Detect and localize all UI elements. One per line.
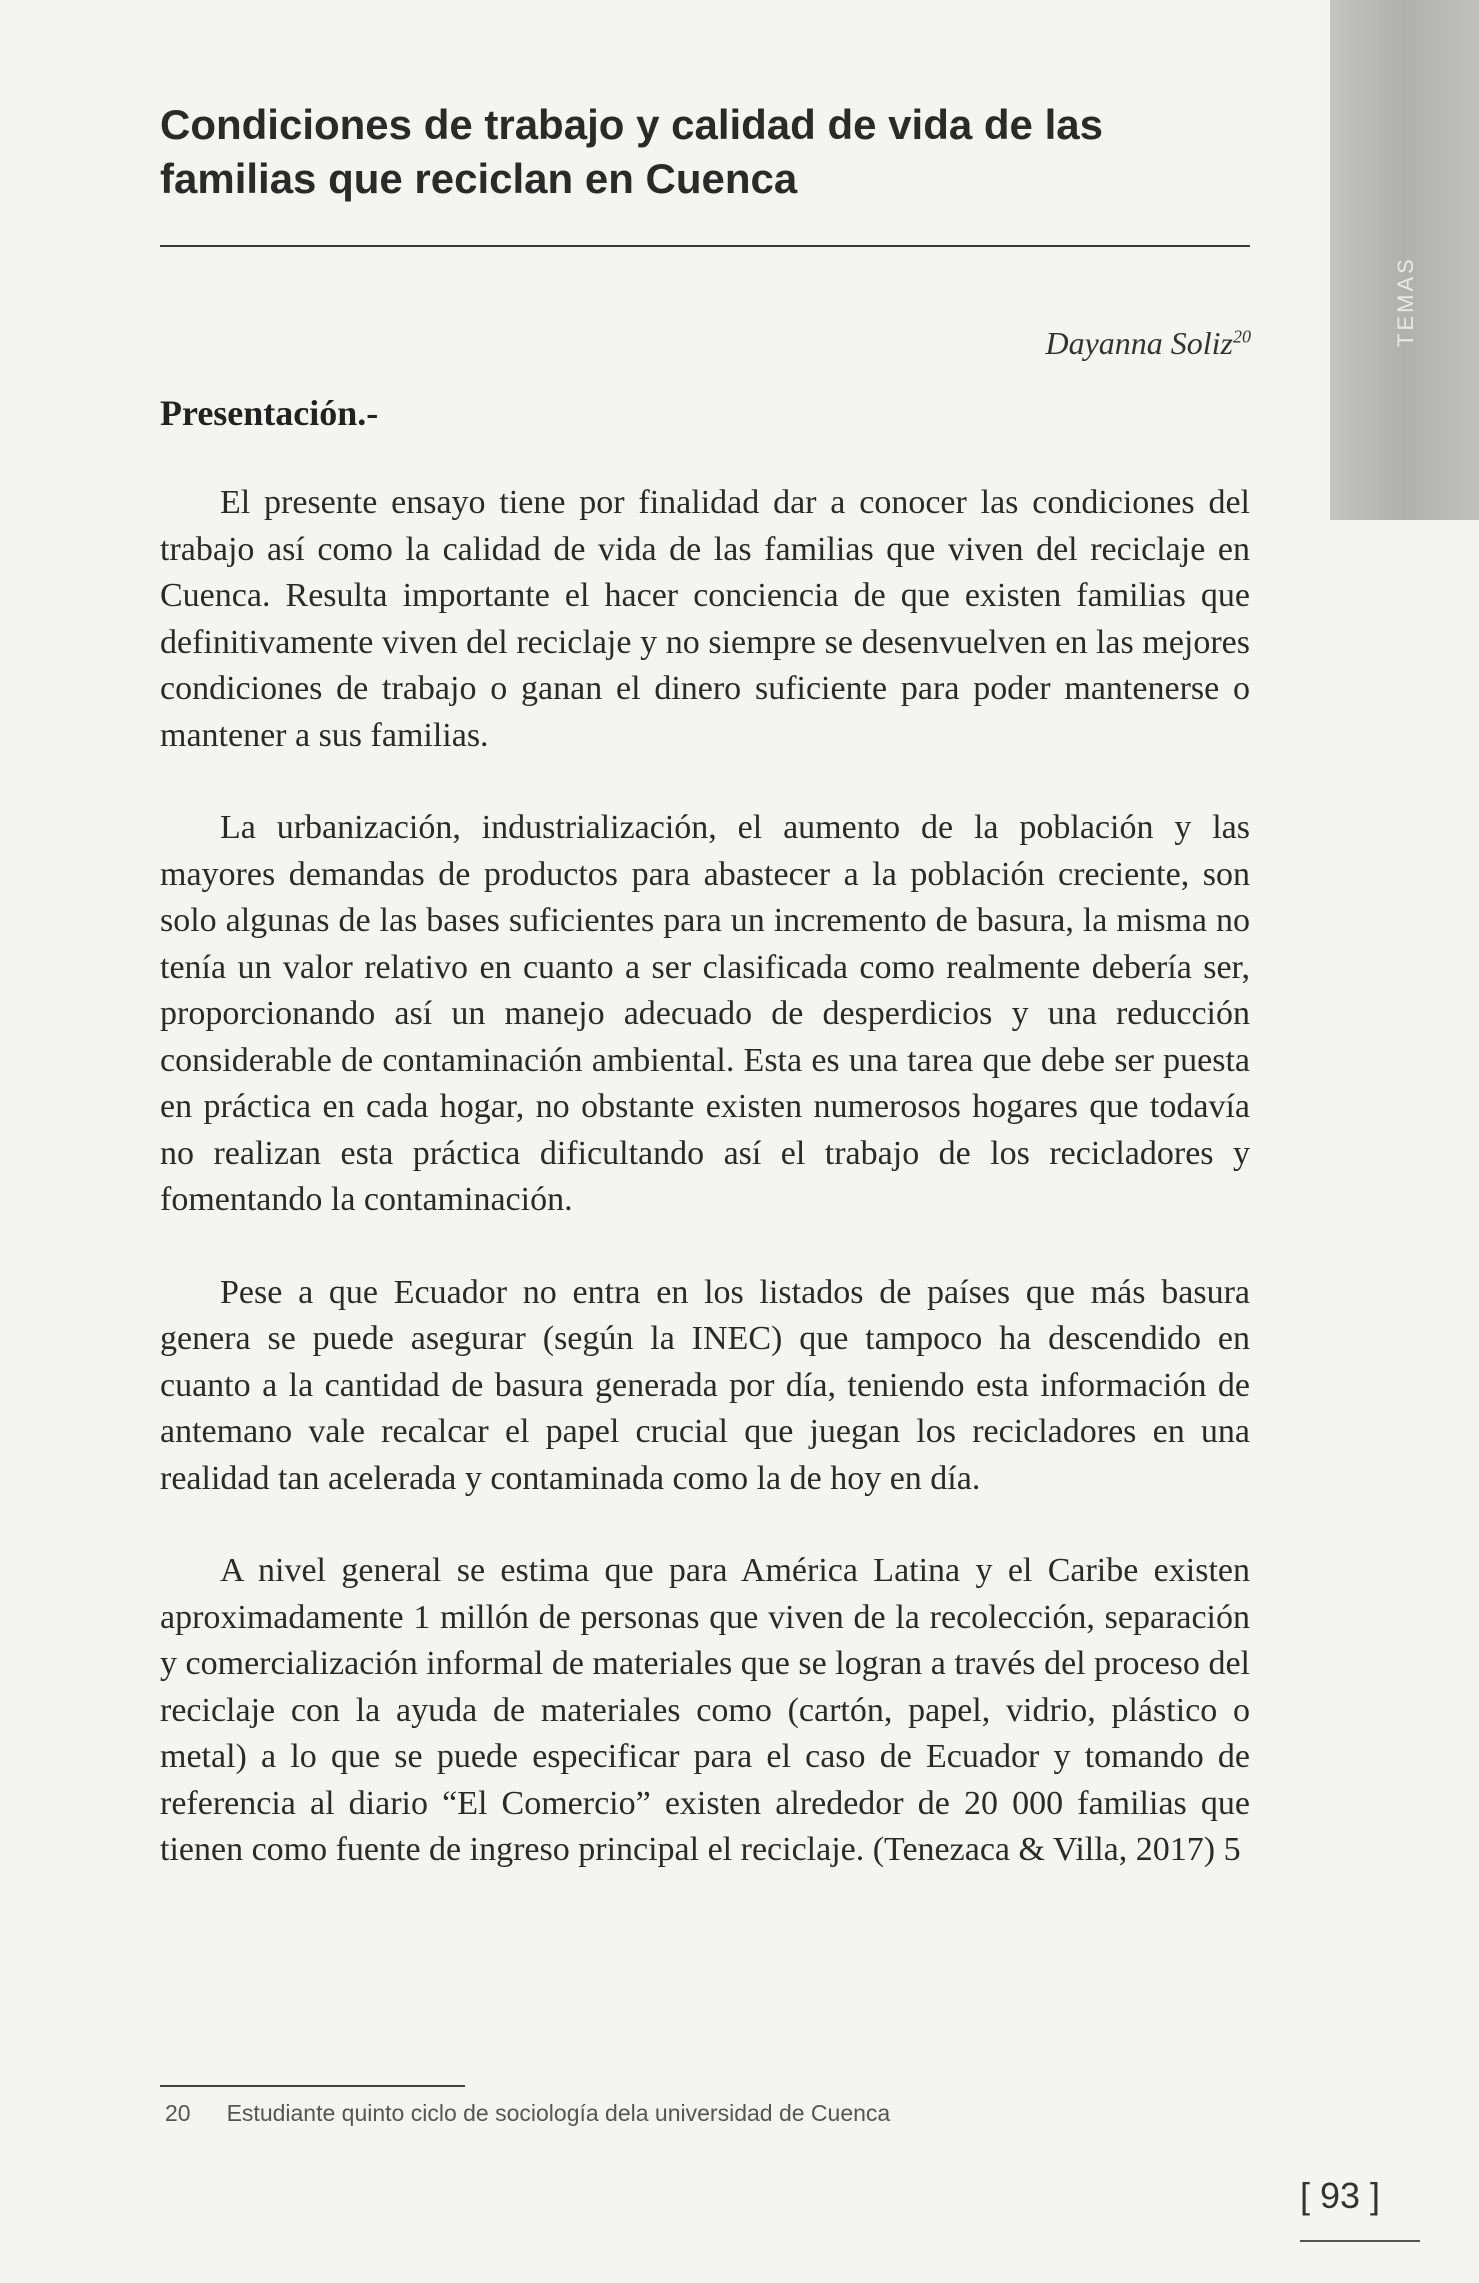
footnote (165, 2100, 890, 2127)
article-title-line-1: Condiciones de trabajo y calidad de vida de las (160, 101, 1103, 148)
footnote-text: Estudiante quinto ciclo de sociología dela universidad de Cuenca (226, 2100, 891, 2126)
article-title (160, 98, 1240, 206)
page-number: [ 93 ] (1300, 2175, 1381, 2216)
article-body (160, 480, 1250, 1920)
section-side-tab-label: TEMAS (1393, 256, 1418, 347)
section-heading: Presentación.- (160, 393, 379, 433)
author-byline (1045, 325, 1251, 362)
footnote-number: 20 (165, 2100, 191, 2126)
footnote-divider (160, 2085, 465, 2087)
paragraph: A nivel general se estima que para América Latina y el Caribe existen aproximadamente 1 millón de personas que viven de la recolección, separación y comercialización informal de materiales que se logran a través del proceso del reciclaje con la ayuda de materiales como (cartón, papel, vidrio, plástico o metal) a lo que se puede especificar para el caso de Ecuador y tomando de referencia al diario “El Comercio” existen alrededor de 20 000 familias que tienen como fuente de ingreso principal el reciclaje. (Tenezaca & Villa, 2017) 5 (160, 1552, 1250, 1868)
paragraph: La urbanización, industrialización, el aumento de la población y las mayores demandas de productos para abastecer a la población creciente, son solo algunas de las bases suficientes para un incremento de basura, la misma no tenía un valor relativo en cuanto a ser clasificada como realmente debería ser, proporcionando así un manejo adecuado de desperdicios y una reducción considerable de contaminación ambiental. Esta es una tarea que debe ser puesta en práctica en cada hogar, no obstante existen numerosos hogares que todavía no realizan esta práctica dificultando así el trabajo de los recicladores y fomentando la contaminación. (160, 809, 1250, 1218)
author-name: Dayanna Soliz (1045, 325, 1233, 361)
paragraph: Pese a que Ecuador no entra en los listados de países que más basura genera se puede asegurar (según la INEC) que tampoco ha descendido en cuanto a la cantidad de basura generada por día, teniendo esta información de antemano vale recalcar el papel crucial que juegan los recicladores en una realidad tan acelerada y contaminada como la de hoy en día. (160, 1273, 1250, 1497)
title-divider (160, 245, 1250, 247)
article-title-line-2: familias que reciclan en Cuenca (160, 155, 798, 202)
author-footnote-ref: 20 (1233, 326, 1251, 347)
paragraph: El presente ensayo tiene por finalidad dar a conocer las condiciones del trabajo así como la calidad de vida de las familias que viven del reciclaje en Cuenca. Resulta importante el hacer conciencia de que existen familias que definitivamente viven del reciclaje y no siempre se desenvuelven en las mejores condiciones de trabajo o ganan el dinero suficiente para poder mantenerse o mantener a sus familias. (160, 484, 1250, 754)
page-number-rule (1300, 2240, 1420, 2242)
